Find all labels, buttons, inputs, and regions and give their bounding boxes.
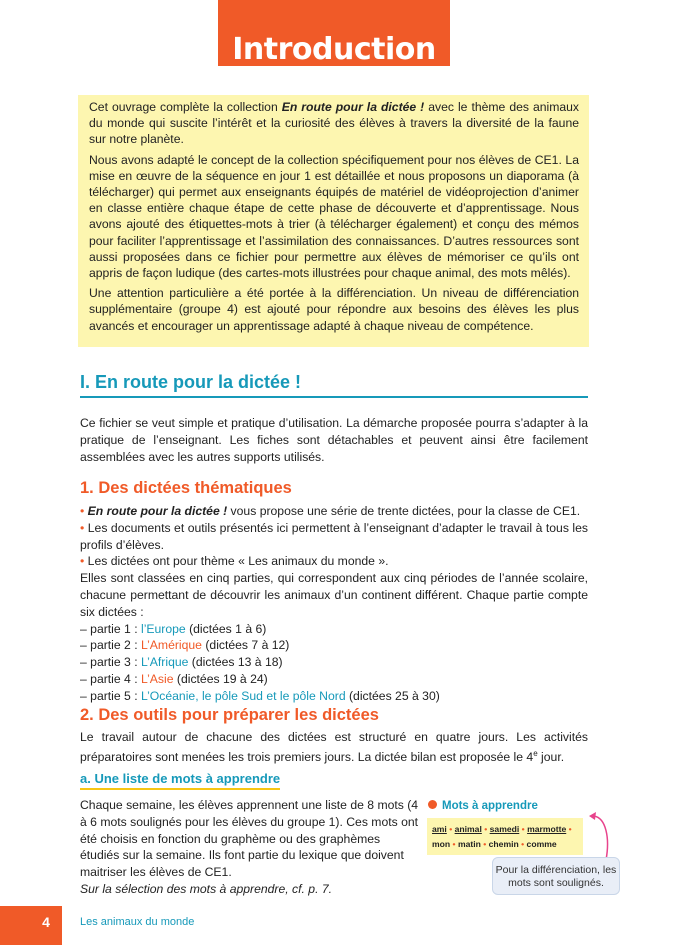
- bullet-1-text: vous propose une série de trente dictées, pour la classe de CE1.: [227, 504, 581, 518]
- section-1-text: Ce fichier se veut simple et pratique d’utilisation. La démarche proposée pourra s’adapter à la pratique de l’enseignant. Les fiches sont détachables et peuvent ainsi être facilement assemblées avec les autres supports utilisés.: [80, 416, 588, 464]
- bullet-dot-icon: [428, 800, 437, 809]
- bullet-1: [80, 503, 588, 520]
- subsection-2a-body: [80, 797, 420, 898]
- subsection-2-heading: 2. Des outils pour préparer les dictées: [80, 706, 379, 724]
- intro-box: [78, 95, 589, 347]
- part-range: (dictées 1 à 6): [185, 621, 267, 636]
- separator: •: [521, 824, 525, 834]
- footer-title: Les animaux du monde: [80, 916, 195, 928]
- word-item: matin: [457, 839, 481, 849]
- page-number: 4: [0, 906, 62, 945]
- subsection-2a-heading: a. Une liste de mots à apprendre: [80, 771, 280, 790]
- part-range: (dictées 13 à 18): [188, 655, 283, 670]
- bullet-mark: •: [80, 504, 85, 518]
- word-item: animal: [454, 824, 482, 834]
- separator: •: [484, 824, 488, 834]
- reference-note: Sur la sélection des mots à apprendre, cf. p. 7.: [80, 881, 333, 896]
- subsection-2-text: [80, 729, 588, 766]
- word-list-text: Chaque semaine, les élèves apprennent une liste de 8 mots (4 à 6 mots soulignés pour les élèves du groupe 1). Ces mots ont été choisis en fonction du graphème ou des graphèmes étudiés sur la semaine. Ils font partie du lexique que doivent maitriser les élèves de CE1.: [80, 798, 419, 880]
- part-item: [80, 688, 588, 705]
- word-item: samedi: [489, 824, 520, 834]
- bullet-2: [80, 520, 588, 554]
- separator: •: [449, 824, 453, 834]
- part-prefix: – partie 5 :: [80, 688, 141, 703]
- words-title: [428, 800, 538, 812]
- superscript: e: [533, 748, 538, 758]
- subsection-1-heading: 1. Des dictées thématiques: [80, 479, 292, 497]
- part-name: l’Europe: [140, 621, 186, 636]
- part-item: [80, 654, 588, 671]
- banner-title: Introduction: [232, 32, 436, 66]
- intro-p1-text-end: avec le thème des animaux du monde qui suscite l’intérêt et la curiosité des élèves à travers la diversité de la faune sur notre planète.: [89, 100, 580, 147]
- part-name: L’Asie: [140, 671, 174, 686]
- bullet-2-text: Les documents et outils présentés ici permettent à l’enseignant d’adapter le travail à tous les profils d’élèves.: [80, 520, 588, 552]
- words-row-1: [432, 822, 579, 837]
- part-prefix: – partie 4 :: [80, 671, 141, 686]
- section-1-heading: I. En route pour la dictée !: [80, 372, 588, 398]
- intro-paragraph-1: [89, 99, 579, 148]
- part-prefix: – partie 2 :: [80, 638, 141, 653]
- intro-p1-text: Cet ouvrage complète la collection: [89, 100, 282, 114]
- bullet-mark: •: [80, 520, 85, 535]
- word-item: chemin: [488, 839, 519, 849]
- words-title-text: Mots à apprendre: [442, 800, 538, 812]
- bullet-mark: •: [80, 554, 85, 569]
- word-item: mon: [432, 839, 451, 849]
- part-item: [80, 671, 588, 688]
- bullet-3-text: Les dictées ont pour thème « Les animaux du monde ».: [84, 554, 389, 569]
- intro-paragraph-3: Une attention particulière a été portée à la différenciation. Un niveau de différenciation supplémentaire (groupe 4) est ajouté pour répondre aux besoins des élèves les plus avancés et encourager un apprentissage adapté à chaque niveau de compétence.: [89, 286, 579, 333]
- part-prefix: – partie 1 :: [80, 621, 141, 636]
- part-prefix: – partie 3 :: [80, 655, 141, 670]
- word-item: marmotte: [527, 824, 567, 834]
- pointer-arrow-icon: [586, 808, 616, 863]
- words-row-2: [432, 837, 579, 852]
- page-banner: [218, 0, 450, 66]
- word-item: comme: [526, 839, 557, 849]
- part-name: L’Amérique: [140, 638, 202, 653]
- subsection-2-text-main: Le travail autour de chacune des dictées est structuré en quatre jours. Les activités préparatoires sont menées les trois premiers jours. La dictée bilan est proposée le 4: [80, 730, 588, 764]
- parts-intro: Elles sont classées en cinq parties, qui correspondent aux cinq périodes de l’année scolaire, chacune permettant de découvrir les animaux d’un continent différent. Chaque partie compte six dictées :: [80, 571, 588, 619]
- separator: •: [568, 824, 572, 834]
- word-item: ami: [432, 824, 447, 834]
- part-range: (dictées 25 à 30): [345, 688, 440, 703]
- part-range: (dictées 7 à 12): [201, 638, 290, 653]
- intro-paragraph-2: Nous avons adapté le concept de la collection spécifiquement pour nos élèves de CE1. La mise en œuvre de la séquence en jour 1 est détaillée et nous proposons un diaporama (à télécharger) qui permet aux enseignants équipés de matériel de vidéoprojection d’animer en classe entière chaque étape de cette phase de découverte et d’apprentissage. Nous avons ajouté des étiquettes-mots à trier (à télécharger également) et conçu des mémos pour faciliter l’apprentissage et l’assimilation des connaissances. D’autres ressources sont aussi proposées dans ce fichier pour permettre aux élèves de mémoriser ce qu’ils ont appris de façon ludique (des cartes-mots illustrées pour chaque animal, des mots mêlés).: [89, 152, 579, 281]
- words-box: [427, 818, 583, 855]
- part-name: L’Océanie, le pôle Sud et le pôle Nord: [140, 688, 346, 703]
- subsection-1-body: [80, 503, 588, 705]
- subsection-2-text-end: jour.: [537, 749, 565, 764]
- bullet-3: [80, 553, 588, 570]
- part-item: [80, 637, 588, 654]
- bullet-1-title: En route pour la dictée !: [87, 504, 228, 518]
- separator: •: [483, 839, 487, 849]
- differentiation-note: Pour la différenciation, les mots sont soulignés.: [492, 857, 620, 895]
- part-name: L’Afrique: [140, 655, 189, 670]
- part-range: (dictées 19 à 24): [173, 671, 268, 686]
- part-item: [80, 621, 588, 638]
- separator: •: [452, 839, 456, 849]
- separator: •: [521, 839, 525, 849]
- collection-title: En route pour la dictée !: [281, 100, 425, 114]
